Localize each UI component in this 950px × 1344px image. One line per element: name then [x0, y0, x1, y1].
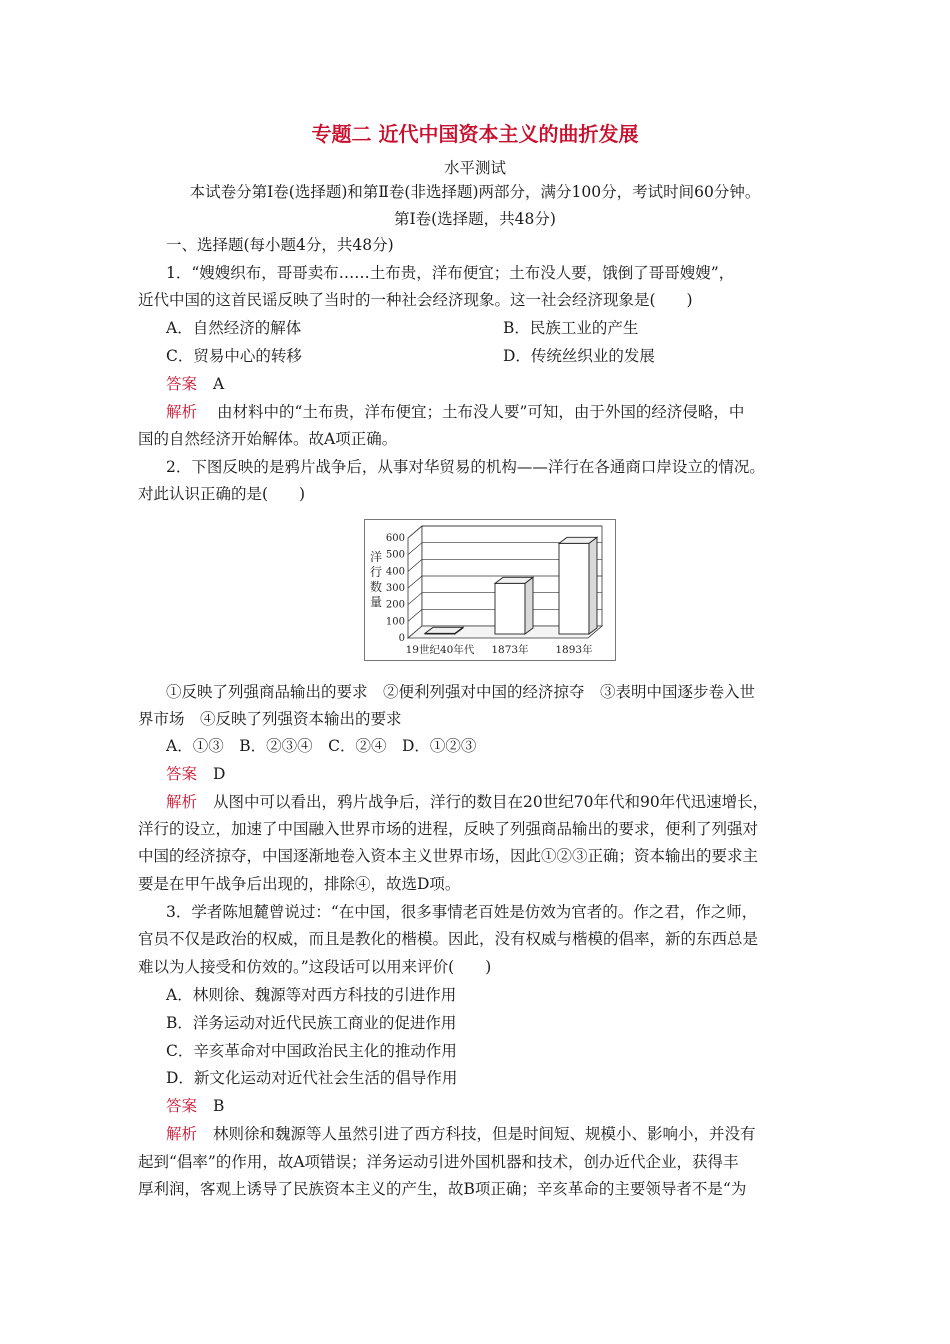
y-axis-label-char: 行 — [369, 565, 383, 579]
q2-statement-line-2: 界市场 ④反映了列强资本输出的要求 — [138, 710, 402, 728]
y-tick-label: 200 — [385, 599, 405, 611]
q2-statement-line-1: ①反映了列强商品输出的要求 ②便利列强对中国的经济掠夺 ③表明中国逐步卷入世 — [166, 683, 756, 701]
trading-firms-chart — [364, 519, 616, 661]
y-tick-label: 0 — [398, 633, 405, 644]
y-axis-label-char: 量 — [369, 595, 383, 609]
q3-stem-line-1: 3．学者陈旭麓曾说过：“在中国，很多事情老百姓是仿效为官者的。作之君，作之师， — [166, 903, 758, 921]
q1-analysis-line-2: 国的自然经济开始解体。故A项正确。 — [138, 430, 398, 448]
q3-option-b: B．洋务运动对近代民族工商业的促进作用 — [166, 1014, 457, 1032]
q3-answer-row — [166, 1096, 224, 1116]
bar-side — [525, 577, 533, 634]
q2-answer-row — [166, 764, 225, 784]
page-title: 专题二 近代中国资本主义的曲折发展 — [311, 122, 639, 146]
y-tick-label: 600 — [385, 533, 405, 544]
q1-option-d: D．传统丝织业的发展 — [503, 347, 655, 365]
q3-stem-line-2: 官员不仅是政治的权威，而且是教化的楷模。因此，没有权威与楷模的倡率，新的东西总是 — [138, 930, 759, 948]
y-axis-label-char: 洋 — [369, 550, 383, 564]
section-heading: 一、选择题(每小题4分，共48分) — [166, 236, 394, 254]
q3-option-c: C．辛亥革命对中国政治民主化的推动作用 — [166, 1042, 457, 1060]
q1-answer: A — [213, 375, 225, 393]
q3-answer: B — [213, 1097, 225, 1115]
q3-analysis-label: 解析 — [166, 1125, 198, 1143]
x-tick-label: 19世纪40年代 — [405, 644, 475, 656]
q3-analysis-line-3: 厚利润，客观上诱导了民族资本主义的产生，故B项正确；辛亥革命的主要领导者不是“为 — [138, 1180, 747, 1198]
q2-analysis-line-4: 要是在甲午战争后出现的，排除④，故选D项。 — [138, 875, 461, 893]
q3-analysis-line-1: 林则徐和魏源等人虽然引进了西方科技，但是时间短、规模小、影响小，并没有 — [213, 1125, 756, 1143]
q2-analysis-line-2: 洋行的设立，加速了中国融入世界市场的进程，反映了列强商品输出的要求，便利了列强对 — [138, 820, 759, 838]
q3-stem-line-3: 难以为人接受和仿效的。”这段话可以用来评价( ) — [138, 958, 492, 976]
q1-answer-label: 答案 — [166, 375, 198, 393]
q2-analysis-line-1: 从图中可以看出，鸦片战争后，洋行的数目在20世纪70年代和90年代迅速增长， — [213, 793, 769, 811]
y-tick-label: 300 — [385, 583, 405, 594]
q2-stem-line-2: 对此认识正确的是( ) — [138, 485, 306, 503]
y-axis-label-char: 数 — [369, 580, 383, 594]
y-tick-label: 400 — [385, 566, 405, 578]
q1-analysis-label: 解析 — [166, 403, 198, 421]
q3-analysis-line-2: 起到“倡率”的作用，故A项错误；洋务运动引进外国机器和技术，创办近代企业，获得丰 — [138, 1153, 739, 1171]
q3-option-a: A．林则徐、魏源等对西方科技的引进作用 — [166, 986, 457, 1004]
q1-answer-row — [166, 374, 224, 394]
q1-analysis-line-1: 由材料中的“土布贵，洋布便宜；土布没人要”可知，由于外国的经济侵略，中 — [217, 403, 745, 421]
q2-analysis-line-3: 中国的经济掠夺，中国逐渐地卷入资本主义世界市场，因此①②③正确；资本输出的要求主 — [138, 847, 759, 865]
y-tick-label: 500 — [385, 549, 405, 561]
q1-option-b: B．民族工业的产生 — [503, 319, 639, 337]
q1-option-a: A．自然经济的解体 — [166, 319, 302, 337]
x-tick-label: 1893年 — [555, 644, 593, 656]
q2-options: A．①③ B．②③④ C．②④ D．①②③ — [166, 737, 477, 755]
q2-stem-line-1: 2．下图反映的是鸦片战争后，从事对华贸易的机构——洋行在各通商口岸设立的情况。 — [166, 458, 765, 476]
x-tick-label: 1873年 — [491, 644, 529, 656]
q3-answer-label: 答案 — [166, 1097, 198, 1115]
bar-front — [559, 543, 589, 634]
q1-option-c: C．贸易中心的转移 — [166, 347, 302, 365]
q2-analysis-label: 解析 — [166, 793, 198, 811]
q2-analysis-row — [166, 792, 768, 812]
exam-intro: 本试卷分第Ⅰ卷(选择题)和第Ⅱ卷(非选择题)两部分，满分100分，考试时间60分钟。 — [189, 183, 761, 201]
part-heading: 第Ⅰ卷(选择题，共48分) — [394, 210, 556, 228]
bar-chart-svg — [364, 519, 616, 661]
q2-answer-label: 答案 — [166, 765, 198, 783]
q3-option-d: D．新文化运动对近代社会生活的倡导作用 — [166, 1069, 458, 1087]
bar-side — [589, 537, 597, 634]
q2-answer: D — [213, 765, 226, 783]
bar-front — [495, 583, 525, 634]
q1-analysis-row — [166, 402, 744, 422]
q1-stem-line-2: 近代中国的这首民谣反映了当时的一种社会经济现象。这一社会经济现象是( ) — [138, 291, 693, 309]
q3-analysis-row — [166, 1124, 756, 1144]
y-tick-label: 100 — [385, 616, 405, 628]
q1-stem-line-1: 1．“嫂嫂织布，哥哥卖布……土布贵，洋布便宜；土布没人要，饿倒了哥哥嫂嫂”， — [166, 264, 735, 282]
subtitle: 水平测试 — [443, 159, 506, 177]
